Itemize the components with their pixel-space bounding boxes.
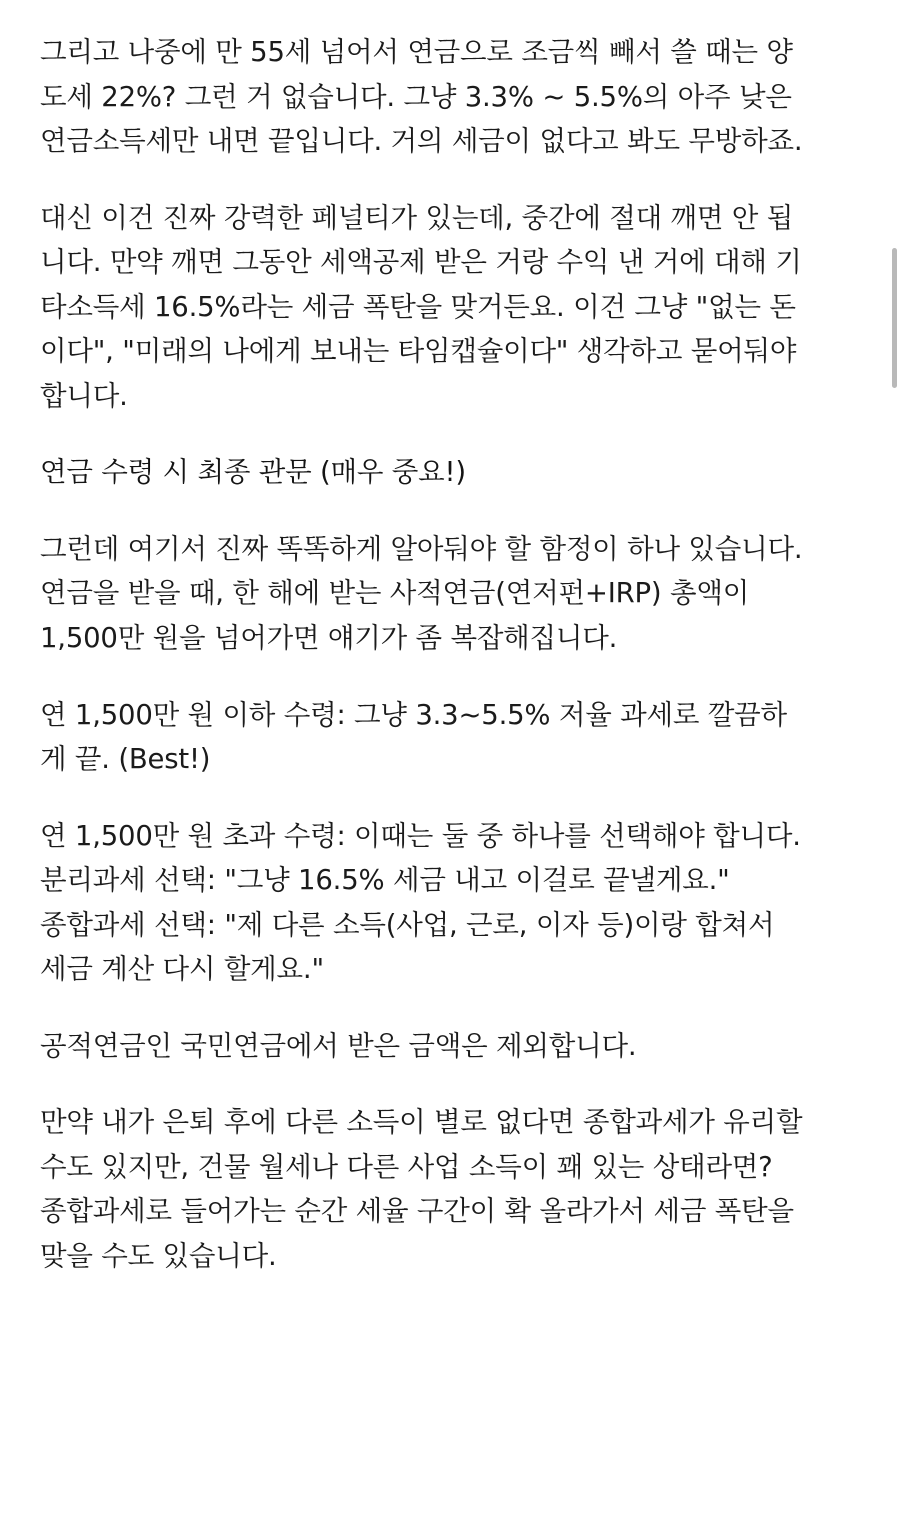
paragraph (40, 527, 856, 661)
scrollbar-thumb[interactable] (892, 248, 897, 388)
text-line: 타소득세 16.5%라는 세금 폭탄을 맞거든요. 이건 그냥 "없는 돈 (40, 290, 796, 323)
text-line: 합니다. (40, 379, 128, 412)
text-line: 연금 수령 시 최종 관문 (매우 중요!) (40, 456, 466, 489)
text-line: 도세 22%? 그런 거 없습니다. 그냥 3.3% ~ 5.5%의 아주 낮은 (40, 80, 792, 113)
text-line: 맞을 수도 있습니다. (40, 1240, 277, 1273)
text-line: 세금 계산 다시 할게요." (40, 953, 324, 986)
paragraph (40, 693, 856, 782)
paragraph (40, 196, 856, 419)
text-line: 수도 있지만, 건물 월세나 다른 사업 소득이 꽤 있는 상태라면? (40, 1150, 773, 1183)
text-line: 대신 이건 진짜 강력한 페널티가 있는데, 중간에 절대 깨면 안 됩 (40, 201, 794, 234)
text-line: 니다. 만약 깨면 그동안 세액공제 받은 거랑 수익 낸 거에 대해 기 (40, 246, 802, 279)
text-line: 만약 내가 은퇴 후에 다른 소득이 별로 없다면 종합과세가 유리할 (40, 1106, 803, 1139)
text-line: 1,500만 원을 넘어가면 얘기가 좀 복잡해집니다. (40, 622, 618, 655)
text-line: 그런데 여기서 진짜 똑똑하게 알아둬야 할 함정이 하나 있습니다. (40, 532, 803, 565)
section-heading (40, 450, 856, 495)
text-line: 연 1,500만 원 초과 수령: 이때는 둘 중 하나를 선택해야 합니다. (40, 819, 801, 852)
text-line: 연금을 받을 때, 한 해에 받는 사적연금(연저펀+IRP) 총액이 (40, 577, 750, 610)
text-line: 게 끝. (Best!) (40, 743, 211, 776)
text-line: 연 1,500만 원 이하 수령: 그냥 3.3~5.5% 저율 과세로 깔끔하 (40, 698, 787, 731)
paragraph (40, 814, 856, 992)
paragraph (40, 1100, 856, 1278)
text-line: 공적연금인 국민연금에서 받은 금액은 제외합니다. (40, 1029, 637, 1062)
paragraph (40, 30, 856, 164)
text-line: 연금소득세만 내면 끝입니다. 거의 세금이 없다고 봐도 무방하죠. (40, 125, 803, 158)
text-line: 분리과세 선택: "그냥 16.5% 세금 내고 이걸로 끝낼게요." (40, 864, 730, 897)
text-line: 그리고 나중에 만 55세 넘어서 연금으로 조금씩 빼서 쓸 때는 양 (40, 36, 793, 68)
text-line: 이다", "미래의 나에게 보내는 타임캡슐이다" 생각하고 묻어둬야 (40, 335, 797, 368)
paragraph (40, 1024, 856, 1069)
text-line: 종합과세 선택: "제 다른 소득(사업, 근로, 이자 등)이랑 합쳐서 (40, 908, 775, 941)
vertical-scrollbar[interactable] (890, 0, 900, 1517)
text-line: 종합과세로 들어가는 순간 세율 구간이 확 올라가서 세금 폭탄을 (40, 1195, 794, 1228)
article-body (40, 30, 856, 1279)
